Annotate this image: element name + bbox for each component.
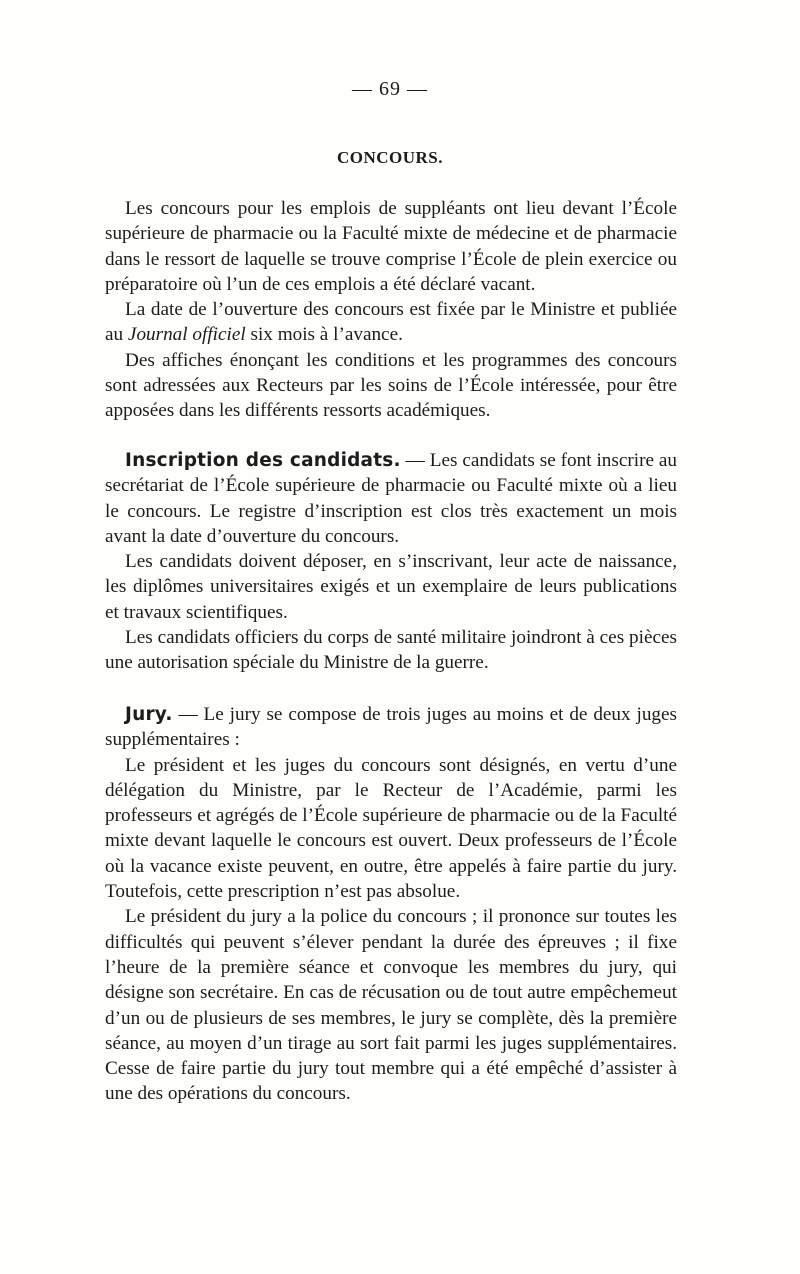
jury-paragraph-1 [105,702,677,753]
jury-dash: — [172,704,204,725]
concours-paragraph-3: Des affiches énonçant les conditions et les programmes des concours sont adressées aux Recteurs par les soins de l’École intéressée, pour être apposées dans les différents ressorts académiques. [105,349,677,422]
inscription-heading: Inscription des candidats. [125,450,401,471]
inscription-paragraph-2: Les candidats doivent déposer, en s’inscrivant, leur acte de naissance, les diplômes universitaires exigés et un exemplaire de leurs publications et travaux scientifiques. [105,551,677,623]
concours-paragraph-1: Les concours pour les emplois de suppléants ont lieu devant l’École supérieure de pharmacie ou la Faculté mixte de médecine et de pharmacie dans le ressort de laquelle se trouve comprise l’École de plein exercice ou préparatoire où l’un de ces emplois a été déclaré vacant. [105,198,677,295]
inscription-paragraph-1 [105,448,677,549]
jury-section [105,702,677,1107]
inscription-paragraph-1-text: Les candidats se font inscrire au secrétariat de l’École supérieure de pharmacie ou Faculté mixte où a lieu le concours. Le registre d’inscription est clos très exactement un mois avant la date d’ouverture du concours. [105,450,677,547]
concours-paragraph-2-text-end: six mois à l’avance. [245,324,403,346]
section-title-concours: CONCOURS. [336,148,444,167]
page-number: — 69 — [352,78,428,100]
inscription-dash: — [400,450,430,471]
concours-paragraph-2 [105,297,677,348]
concours-paragraph-2-text-start: La date de l’ouverture des concours est fixée par le Ministre et publiée au [105,299,677,346]
inscription-paragraph-3: Les candidats officiers du corps de santé militaire joindront à ces pièces une autorisation spéciale du Ministre de la guerre. [105,627,677,674]
concours-section [105,196,677,424]
journal-officiel-title: Journal officiel [127,324,246,346]
jury-paragraph-2: Le président et les juges du concours sont désignés, en vertu d’une délégation du Ministre, par le Recteur de l’Académie, parmi les professeurs et agrégés de l’École supérieure de pharmacie ou de la Faculté mixte devant laquelle le concours est ouvert. Deux professeurs de l’École où la vacance existe peuvent, en outre, être appelés à faire partie du jury. Toutefois, cette prescription n’est pas absolue. [105,754,677,903]
jury-heading: Jury. [125,704,173,725]
jury-paragraph-3: Le président du jury a la police du concours ; il prononce sur toutes les difficultés qui peuvent s’élever pendant la durée des épreuves ; il fixe l’heure de la première séance et convoque les membres du jury, qui désigne son secrétaire. En cas de récusation ou de tout autre empêchemeut d’un ou de plusieurs de ses membres, le jury se complète, dès la première séance, au moyen d’un tirage au sort fait parmi les juges supplémentaires. Cesse de faire partie du jury tout membre qui a été empêché d’assister à une des opérations du concours. [105,906,677,1105]
jury-paragraph-1-text: Le jury se compose de trois juges au moins et de deux juges supplémentaires : [105,704,678,751]
inscription-section [105,448,677,676]
